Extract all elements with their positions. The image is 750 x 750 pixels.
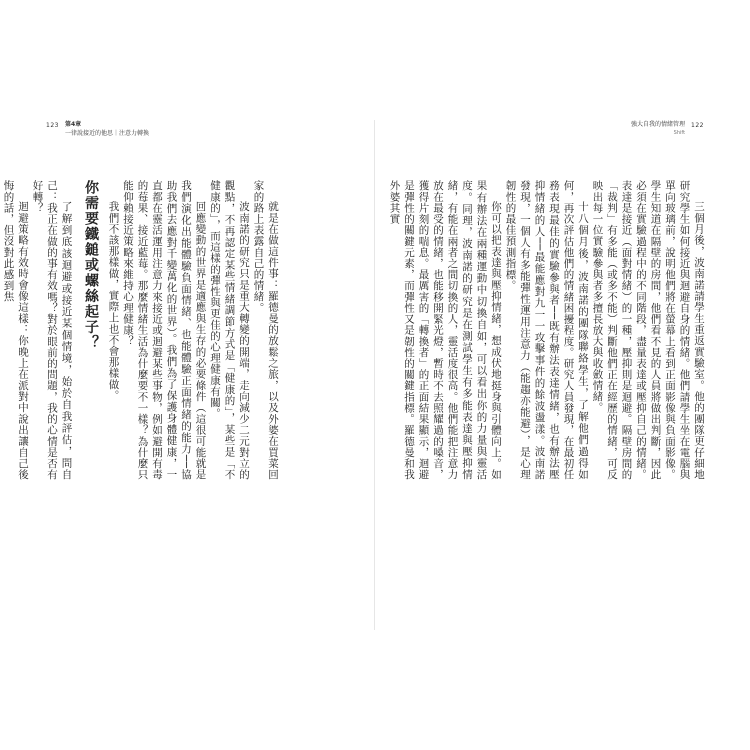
left-page: [2, 120, 368, 630]
right-page-body: [386, 180, 706, 480]
right-chapter-info: [631, 120, 685, 138]
left-chapter-info: [65, 120, 149, 138]
paragraph: 我們不該那樣做，實際上也不會那樣做。: [107, 201, 120, 401]
running-subtitle: Shift: [673, 130, 686, 136]
right-page: [382, 120, 720, 630]
running-title: 強大自我的情緒管理: [631, 121, 686, 128]
paragraph: 了解到底該迴避或接近某個情境，始於自我評估，問自己：我正在做的事有效嗎？對於眼前的問題，我的心情是否有好轉？: [31, 180, 73, 480]
right-page-number: 122: [691, 122, 704, 129]
paragraph: 就是在做這件事：羅德曼的放鬆之旅，以及外婆在買菜回家的路上表露自己的情緒。: [252, 180, 279, 480]
left-page-number: 123: [46, 122, 59, 129]
paragraph: 十八個月後，波南諾的團隊聯絡學生，了解他們過得如何，再次評估他們的情緒困擾程度。研究人員發現，在最初任務表現最佳的實驗參與者──既有辦法表達情緒，也有辦法壓抑情緒的人──最能應對九一一攻擊事件的餘波盪漾。波南諾發現，一個人有多能彈性運用注意力（能趨亦能避），是心理韌性的最佳預測指標。: [504, 180, 589, 480]
paragraph: 三個月後，波南諾請學生重返實驗室。他的團隊更仔細地研究學生如何接近與迴避自身的情緒。他們請學生坐在電腦與單向玻璃前，說明他們將在螢幕上看到正面影像與負面影像。學生知道在隔壁的房間，他們看不見的人員將做出判斷，因此必須在實驗過程中的不同階段，盡量表達或壓抑自己的情緒。表達是接近（面對情緒）的一種，壓抑則是迴避。隔壁房間的「裁判」有多能（或多不能）判斷他們正在經歷的情緒，可反映出每一位實驗參與者多擅長放大與收斂情緒。: [591, 180, 705, 480]
paragraph: 迴避策略有效時會像這樣：你晚上在派對中說出讓自己後悔的話，但沒對此感到焦: [2, 180, 29, 480]
section-heading: 你需要鐵鎚或螺絲起子？: [83, 180, 99, 351]
paragraph: 波南諾的研究只是重大轉變的開端，走向減少二元對立的觀點，不再認定某些情緒調節方式是「健康的」，某些是「不健康的」，而這樣的彈性與更佳的心理健康有關。: [209, 180, 250, 480]
left-page-header: [40, 120, 149, 158]
right-page-header: [631, 120, 710, 158]
left-page-body: [2, 180, 280, 480]
chapter-number: 第4章: [64, 121, 82, 128]
paragraph: 你可以把表達與壓抑情緒，想成伏地挺身與引體向上。如果有辦法在兩種運動中切換自如，可以看出你的力量與靈活度。同理，波南諾的研究是在測試學生有多能表達與壓抑情緒，有能在兩者之間切換的人，靈活度很高。他們能把注意力放在最受的情緒，也能移開緊光燈，暫時不去照耀過的嗓音，獲得片刻的喘息。最厲害的「轉換者」的正面結果顯示，迴避是彈性的關鍵元素，而彈性又是韌性的關鍵指標。羅德曼和我外婆其實: [388, 180, 502, 480]
paragraph: 回應變動的世界是適應與生存的必要條件（這很可能就是我們演化出能體驗負面情緒、也能體驗正面情緒的能力──協助我們去應對千變萬化的世界）。我們為了保護身體健康，一直都在靈活運用注意力來接近或迴避某些事物，例如避開有毒的莓果、接近藍莓。那麼情緒生活為什麼要不一樣？為什麼只能仰賴接近策略來維持心理健康？: [122, 180, 207, 480]
chapter-title: 一律說接近的他思｜注意力轉換: [64, 130, 149, 137]
book-spread: [2, 120, 720, 630]
book-gutter: [374, 120, 375, 630]
